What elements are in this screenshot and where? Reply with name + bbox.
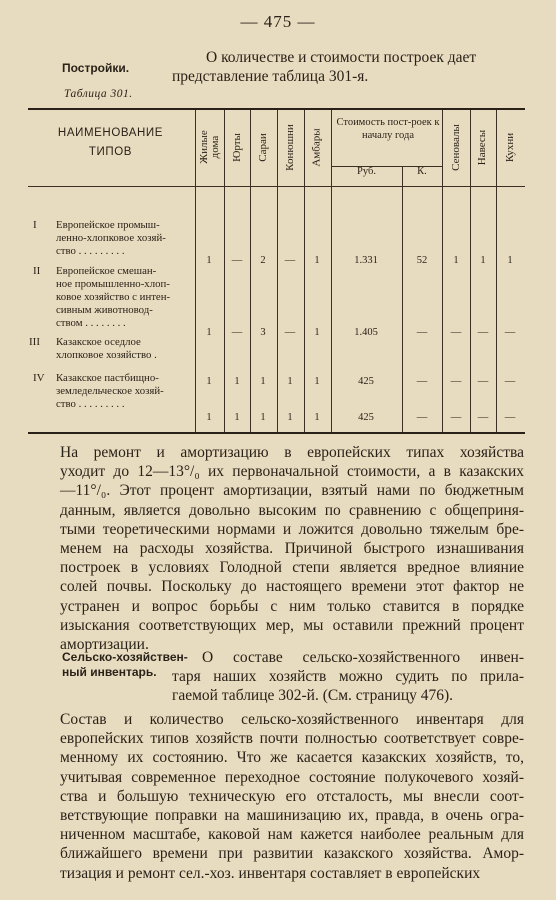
cost-sub-rub: Руб. <box>357 166 376 177</box>
text-line: тизация и ремонт сел.-хоз. инвентаря составляет в европейских <box>60 864 481 882</box>
section-heading-buildings: Постройки. <box>62 61 130 75</box>
table-cell: 1 <box>287 376 293 387</box>
table-cell: 1 <box>206 412 212 423</box>
col-header-yurts: Юрты <box>230 132 243 162</box>
text-line: менному их состоянию. Что же касается казакских хозяйств, то, <box>60 749 524 767</box>
row-name: Казакское оседлое хлопковое хозяйство . <box>56 336 157 361</box>
table-cell: — <box>284 327 296 338</box>
table-cell: — <box>504 412 516 423</box>
row-number: II <box>33 265 41 277</box>
table-cell: — <box>450 376 462 387</box>
paragraph-amortization <box>60 443 524 654</box>
table-cell: — <box>477 327 489 338</box>
text-line: Состав и количество сельско-хозяйственного инвентаря для <box>60 711 524 728</box>
name-header: НАИМЕНОВАНИЕ ТИПОВ <box>57 127 164 158</box>
table-cell: 1 <box>314 376 320 387</box>
table-cell: — <box>450 412 462 423</box>
row-name: Европейское промыш- ленно-хлопковое хозяй- ство . . . . . . . . . <box>56 219 166 257</box>
table-cell: — <box>416 412 428 423</box>
row-number: III <box>29 336 40 348</box>
text-line: европейских типов хозяйств почти полностью соответствует совре- <box>60 730 524 748</box>
table-cell: — <box>231 255 243 266</box>
table-cell: 1.331 <box>354 255 378 266</box>
table-cell: — <box>504 376 516 387</box>
intro-line: О количестве и стоимости построек дает <box>206 49 477 66</box>
table-cell: 52 <box>416 255 428 266</box>
cost-header: Стоимость пост-роек к началу года <box>336 117 440 141</box>
table-cell: 1 <box>206 376 212 387</box>
text-line: На ремонт и амортизацию в европейских типах хозяйства <box>60 444 524 461</box>
col-header-sheds-2: Навесы <box>476 129 489 165</box>
text-line: устранен и вопрос борьбы с ним только ставится в порядке <box>60 597 524 615</box>
col-header-kitchens: Кухни <box>504 132 517 162</box>
table-cell: 425 <box>358 412 374 423</box>
table-cell: 1 <box>507 255 513 266</box>
table-cell: — <box>416 376 428 387</box>
table-cell: 1 <box>234 376 240 387</box>
text-line: менем на расходы хозяйства. Причиной быстрого изнашивания <box>60 540 524 558</box>
section-heading-inventory: Сельско-хозяйствен- ный инвентарь. <box>62 650 188 679</box>
table-cell: 1 <box>314 327 320 338</box>
col-header-houses: Жилые дома <box>197 130 221 164</box>
text-line: таря наших хозяйств можно судить по прила- <box>172 668 524 686</box>
table-cell: 3 <box>260 327 266 338</box>
table-cell: 1.405 <box>354 327 378 338</box>
col-header-barns: Амбары <box>311 127 323 167</box>
text-line: ветствующие поправки на машинизацию их, правда, в очень огра- <box>60 807 524 825</box>
table-cell: 1 <box>480 255 486 266</box>
row-name: Европейское смешан- ное промышленно-хлоп- ковое хозяйство с интен- сивным животновод- ством . . . . . . . . <box>56 265 171 329</box>
table-cell: — <box>284 255 296 266</box>
row-number: I <box>33 219 37 231</box>
row-number: IV <box>33 372 45 384</box>
col-header-stables: Конюшни <box>284 123 297 171</box>
table-cell: 2 <box>260 255 266 266</box>
table-cell: 1 <box>287 412 293 423</box>
text-line: О составе сельско-хозяйственного инвен- <box>202 649 524 666</box>
table-cell: — <box>416 327 428 338</box>
section-intro-inventory <box>172 648 524 706</box>
text-line: солей почвы. Поскольку до настоящего времени этот фактор не <box>60 578 524 596</box>
text-line: построек в условиях Голодной степи является вредное влияние <box>60 559 524 577</box>
text-line: тыми теоретическими нормами и ложится довольно тяжелым бре- <box>60 520 524 538</box>
col-header-sheds: Сараи <box>257 132 269 162</box>
text-line: ства и большую техническую его отсталость, мы внесли соот- <box>60 787 524 805</box>
text-line: данным, является довольно высоким по сравнению с общеприня- <box>60 501 524 519</box>
page-number: — 475 — <box>240 12 316 31</box>
text-line: уходит до 12—13°/₀ их первоначальной стоимости, а в казакских <box>60 463 524 481</box>
table-301 <box>28 108 525 434</box>
text-line: амортизации. <box>60 636 149 654</box>
table-cell: — <box>504 327 516 338</box>
cost-sub-kop: К. <box>417 166 427 177</box>
col-header-haylofts: Сеновалы <box>449 123 462 171</box>
intro-line: представление таблица 301-я. <box>172 68 369 85</box>
table-cell: — <box>231 327 243 338</box>
table-cell: 1 <box>260 412 266 423</box>
table-cell: 1 <box>234 412 240 423</box>
section-intro-buildings <box>172 48 528 86</box>
text-line: изыскания соответствующих мер, мы оставили прежний процент <box>60 616 524 634</box>
text-line: —11°/₀. Этот процент амортизации, взятый нами по бюджетным <box>60 482 524 500</box>
text-line: ниченном масштабе, каковой нам кажется наиболее реальным для <box>60 826 524 844</box>
table-cell: — <box>477 376 489 387</box>
table-cell: 1 <box>206 327 212 338</box>
table-cell: — <box>477 412 489 423</box>
table-cell: — <box>450 327 462 338</box>
text-line: ближайшего времени при развитии казакского хозяйства. Амор- <box>60 845 524 863</box>
table-cell: 1 <box>206 255 212 266</box>
paragraph-inventory <box>60 710 524 883</box>
text-line: учитывая современное переходное состояние полукочевого хозяй- <box>60 768 524 786</box>
text-line: гаемой таблице 302-й. (См. страницу 476). <box>172 687 454 705</box>
table-cell: 1 <box>260 376 266 387</box>
row-name: Казакское пастбищно- земледельческое хозяй- ство . . . . . . . . . <box>56 372 164 410</box>
table-cell: 1 <box>314 255 320 266</box>
table-cell: 1 <box>314 412 320 423</box>
table-cell: 425 <box>358 376 374 387</box>
table-caption: Таблица 301. <box>64 88 133 100</box>
table-cell: 1 <box>453 255 459 266</box>
